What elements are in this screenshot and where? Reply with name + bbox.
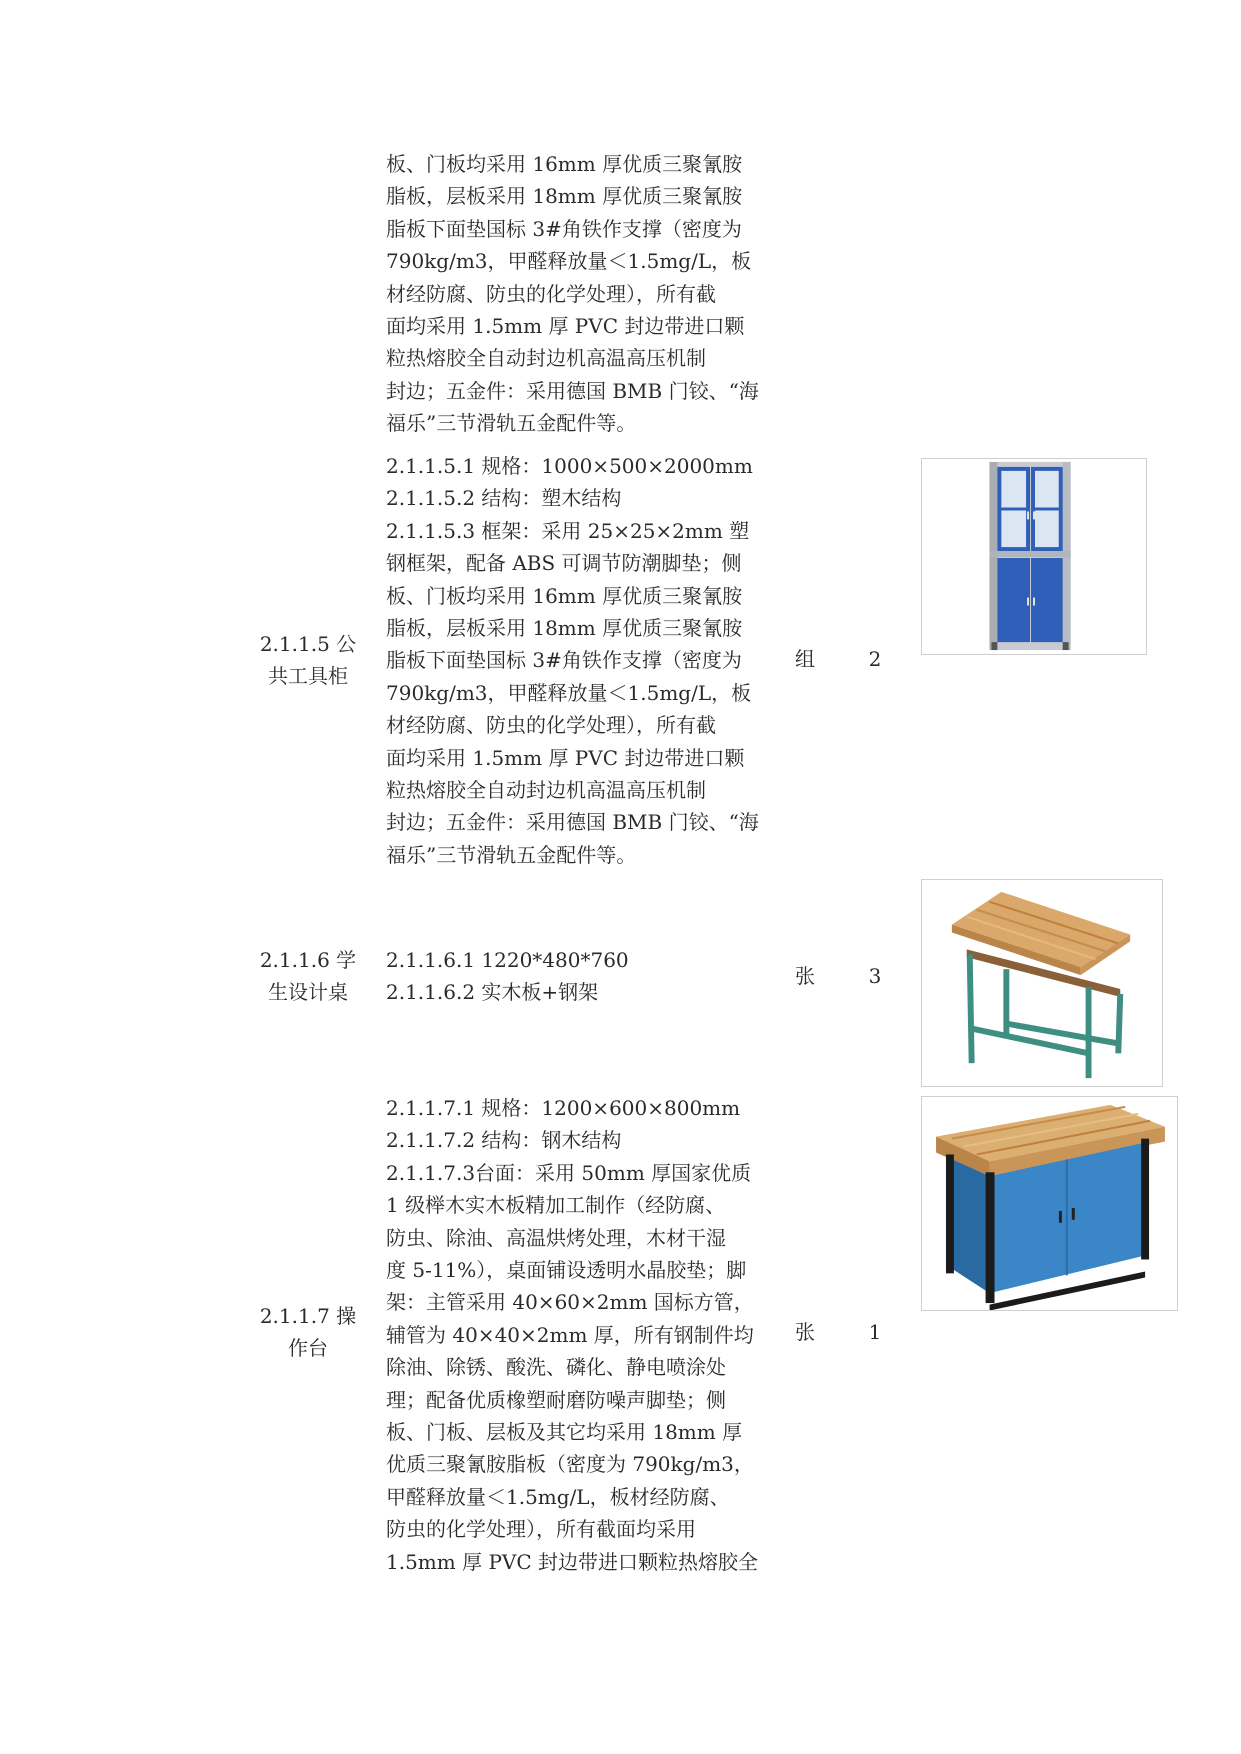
desc-line: 2.1.1.6.2 实木板+钢架 [386, 980, 599, 1005]
workbench-image [921, 1096, 1178, 1311]
item-quantity: 1 [868, 1320, 882, 1344]
desc-line: 面均采用 1.5mm 厚 PVC 封边带进口颗 [386, 745, 745, 770]
item-name-line: 2.1.1.7 操 [259, 1304, 357, 1328]
desc-line: 2.1.1.5.1 规格：1000×500×2000mm [386, 454, 753, 478]
desc-line: 粒热熔胶全自动封边机高温高压机制 [386, 778, 706, 803]
item-unit: 张 [795, 1320, 815, 1344]
design-desk-image [921, 879, 1163, 1087]
desc-line: 2.1.1.7.1 规格：1200×600×800mm [386, 1096, 741, 1120]
prev-item-description [386, 148, 766, 440]
item-name-line: 2.1.1.5 公 [259, 632, 357, 656]
desc-line: 理；配备优质橡塑耐磨防噪声脚垫；侧 [386, 1387, 726, 1412]
desc-line: 福乐”三节滑轨五金配件等。 [386, 411, 637, 436]
item-name-line: 2.1.1.6 学 [259, 948, 357, 972]
desc-line: 脂板下面垫国标 3#角铁作支撑（密度为 [386, 648, 742, 673]
desc-line: 2.1.1.7.3台面：采用 50mm 厚国家优质 [386, 1160, 752, 1185]
item-unit: 组 [795, 647, 815, 671]
desc-line: 辅管为 40×40×2mm 厚，所有钢制件均 [386, 1322, 754, 1347]
desc-line: 2.1.1.5.2 结构：塑木结构 [386, 486, 622, 511]
desc-line: 除油、除锈、酸洗、磷化、静电喷涂处 [386, 1355, 726, 1380]
desc-line: 福乐”三节滑轨五金配件等。 [386, 842, 637, 867]
desc-line: 790kg/m3，甲醛释放量＜1.5mg/L，板 [386, 680, 752, 705]
item-quantity: 3 [868, 964, 882, 988]
item-name [253, 628, 363, 693]
desc-line: 粒热熔胶全自动封边机高温高压机制 [386, 346, 706, 371]
item-name [253, 944, 363, 1009]
item-description [386, 1092, 766, 1578]
desc-line: 1 级榉木实木板精加工制作（经防腐、 [386, 1193, 726, 1218]
desc-line: 钢框架，配备 ABS 可调节防潮脚垫；侧 [386, 551, 742, 576]
desc-line: 优质三聚氰胺脂板（密度为 790kg/m3， [386, 1452, 754, 1477]
desc-line: 甲醛释放量＜1.5mg/L，板材经防腐、 [386, 1484, 730, 1509]
desc-line: 度 5-11%），桌面铺设透明水晶胶垫；脚 [386, 1258, 747, 1283]
desc-line: 材经防腐、防虫的化学处理），所有截 [386, 281, 716, 306]
desc-line: 2.1.1.6.1 1220*480*760 [386, 948, 629, 972]
desc-line: 封边；五金件：采用德国 BMB 门铰、“海 [386, 378, 759, 403]
item-description [386, 944, 766, 1009]
desc-line: 材经防腐、防虫的化学处理），所有截 [386, 713, 716, 738]
desc-line: 封边；五金件：采用德国 BMB 门铰、“海 [386, 810, 759, 835]
desc-line: 1.5mm 厚 PVC 封边带进口颗粒热熔胶全 [386, 1549, 759, 1574]
item-description [386, 450, 766, 871]
item-name-line: 生设计桌 [268, 980, 348, 1005]
item-name [253, 1300, 363, 1365]
desc-line: 板、门板、层板及其它均采用 18mm 厚 [386, 1420, 743, 1445]
tool-cabinet-image [921, 458, 1147, 655]
desc-line: 板、门板均采用 16mm 厚优质三聚氰胺 [386, 152, 743, 176]
desc-line: 2.1.1.5.3 框架：采用 25×25×2mm 塑 [386, 518, 750, 543]
item-unit: 张 [795, 964, 815, 988]
item-quantity: 2 [868, 647, 882, 671]
desc-line: 面均采用 1.5mm 厚 PVC 封边带进口颗 [386, 314, 745, 339]
desc-line: 防虫的化学处理），所有截面均采用 [386, 1517, 696, 1542]
desc-line: 790kg/m3，甲醛释放量＜1.5mg/L，板 [386, 249, 752, 274]
desc-line: 板、门板均采用 16mm 厚优质三聚氰胺 [386, 583, 743, 608]
desc-line: 脂板，层板采用 18mm 厚优质三聚氰胺 [386, 184, 743, 209]
desc-line: 架：主管采用 40×60×2mm 国标方管， [386, 1290, 754, 1315]
desc-line: 脂板，层板采用 18mm 厚优质三聚氰胺 [386, 616, 743, 641]
item-name-line: 作台 [288, 1336, 328, 1361]
desc-line: 2.1.1.7.2 结构：钢木结构 [386, 1128, 622, 1153]
item-name-line: 共工具柜 [268, 664, 348, 689]
desc-line: 防虫、除油、高温烘烤处理，木材干湿 [386, 1225, 726, 1250]
desc-line: 脂板下面垫国标 3#角铁作支撑（密度为 [386, 216, 742, 241]
